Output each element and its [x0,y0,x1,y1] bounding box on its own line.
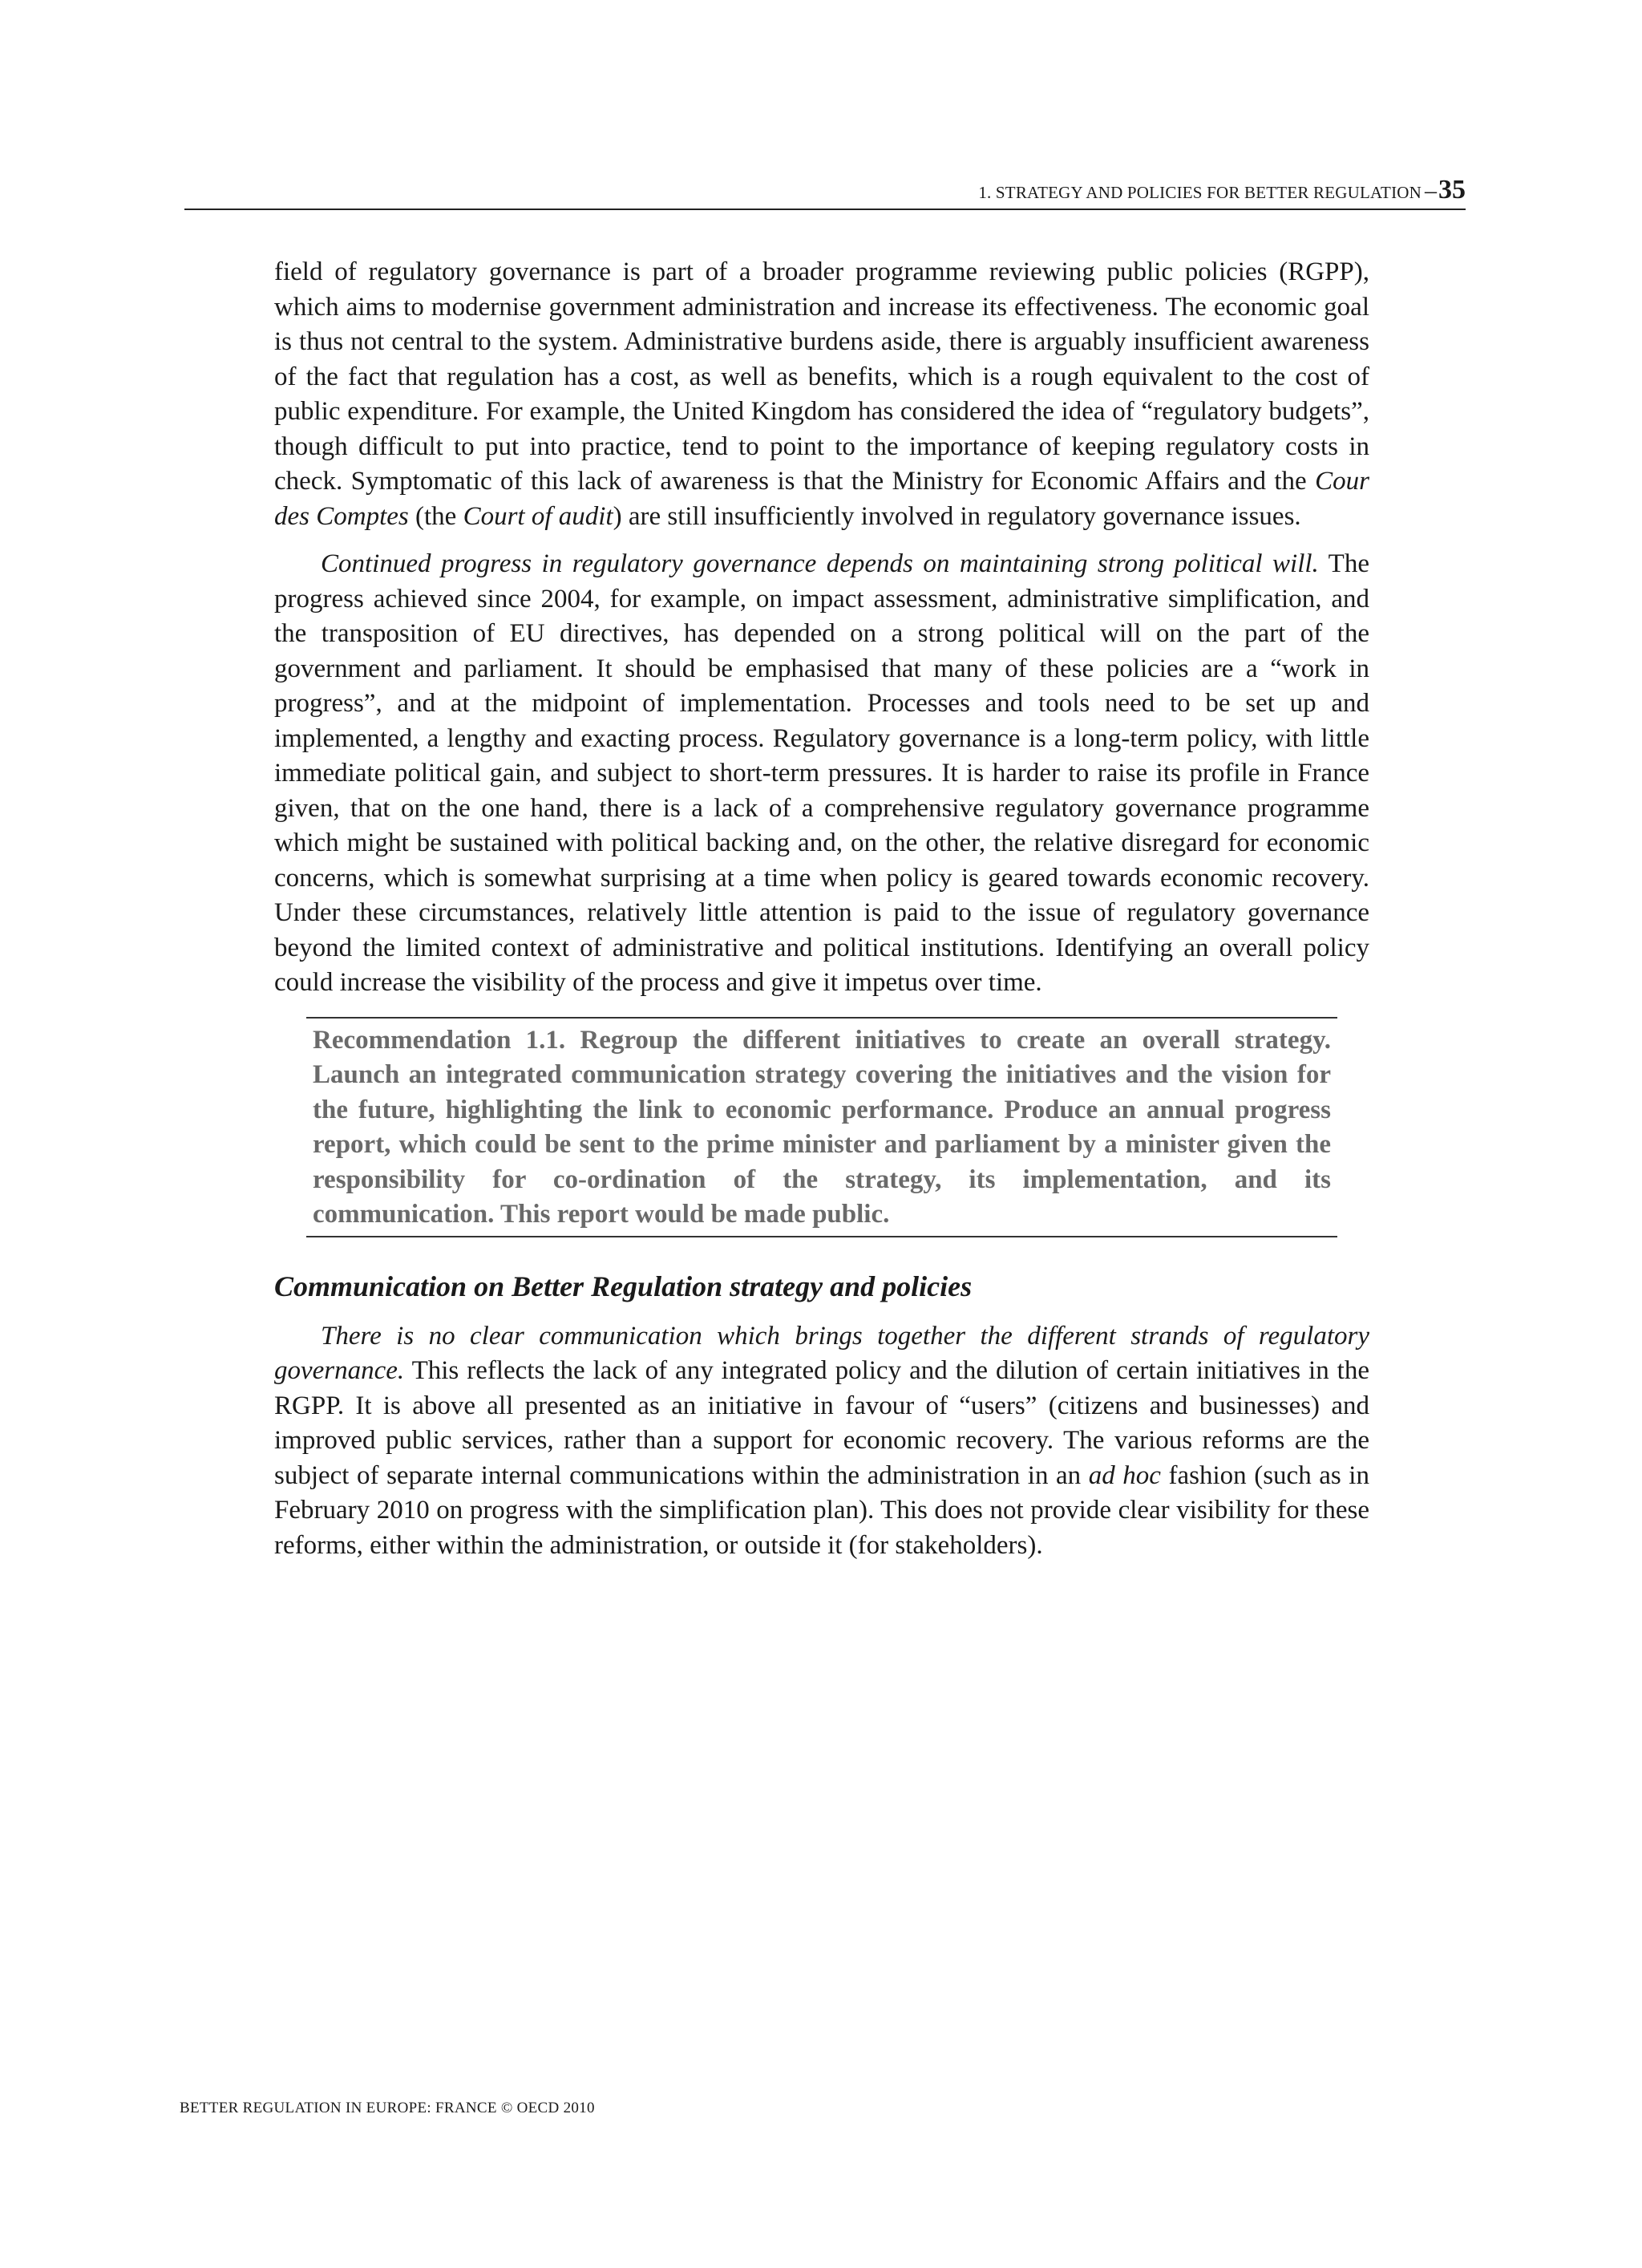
paragraph-text: fashion (such as in February 2010 on progress with the simplification plan). This does not provide clear visibility for these reforms, either within the administration, or outside it (for stakeholders). [274,1460,1369,1560]
running-title: 1. STRATEGY AND POLICIES FOR BETTER REGULATION [978,183,1422,202]
header-dash: – [1425,177,1437,204]
paragraph-text: ) are still insufficiently involved in regulatory governance issues. [613,501,1301,531]
paragraph-political-will [274,547,1369,1001]
paragraph-text: This reflects the lack of any integrated policy and the dilution of certain initiatives in the RGPP. It is above all presented as an initiative in favour of “users” (citizens and businesses) and improved public services, rather than a support for economic recovery. The various reforms are the subject of separate internal communications within the administration in an [274,1356,1369,1490]
page-number: 35 [1438,175,1466,205]
paragraph-rgpp [274,255,1369,534]
page-footer: BETTER REGULATION IN EUROPE: FRANCE © OECD 2010 [180,2100,595,2116]
paragraph-communication [274,1319,1369,1564]
paragraph-text: (the [408,501,463,531]
running-header [184,175,1466,210]
italic-lead-sentence: There is no clear communication which brings together the different strands of regulatory governance. [274,1321,1369,1385]
paragraph-text: The progress achieved since 2004, for example, on impact assessment, administrative simplification, and the transposition of EU directives, has depended on a strong political will on the part of the government and parliament. It should be emphasised that many of these policies are a “work in progress”, and at the midpoint of implementation. Processes and tools need to be set up and implemented, a lengthy and exacting process. Regulatory governance is a long-term policy, with little immediate political gain, and subject to short-term pressures. It is harder to raise its profile in France given, that on the one hand, there is a lack of a comprehensive regulatory governance programme which might be sustained with political backing and, on the other, the relative disregard for economic concerns, which is somewhat surprising at a time when policy is geared towards economic recovery. Under these circumstances, relatively little attention is paid to the issue of regulatory governance beyond the limited context of administrative and political institutions. Identifying an overall policy could increase the visibility of the process and give it impetus over time. [274,549,1369,997]
italic-term: Court of audit [463,501,613,531]
recommendation-text: Recommendation 1.1. Regroup the different initiatives to create an overall strategy. Launch an integrated communication strategy covering the initiatives and the vision for the future, highlighting the link to economic performance. Produce an annual progress report, which could be sent to the prime minister and parliament by a minister given the responsibility for co-ordination of the strategy, its implementation, and its communication. This report would be made public. [313,1025,1331,1229]
italic-term: Cour des Comptes [274,467,1369,531]
paragraph-text: field of regulatory governance is part of a broader programme reviewing public policies (RGPP), which aims to modernise government administration and increase its effectiveness. The economic goal is thus not central to the system. Administrative burdens aside, there is arguably insufficient awareness of the fact that regulation has a cost, as well as benefits, which is a rough equivalent to the cost of public expenditure. For example, the United Kingdom has considered the idea of “regulatory budgets”, though difficult to put into practice, tend to point to the importance of keeping regulatory costs in check. Symptomatic of this lack of awareness is that the Ministry for Economic Affairs and the [274,257,1369,496]
section-heading: Communication on Better Regulation strategy and policies [274,1270,973,1302]
main-text-column [274,255,1369,1576]
recommendation-box [306,1017,1337,1237]
italic-term: ad hoc [1088,1460,1161,1490]
italic-lead-sentence: Continued progress in regulatory governance depends on maintaining strong political will. [321,549,1319,578]
